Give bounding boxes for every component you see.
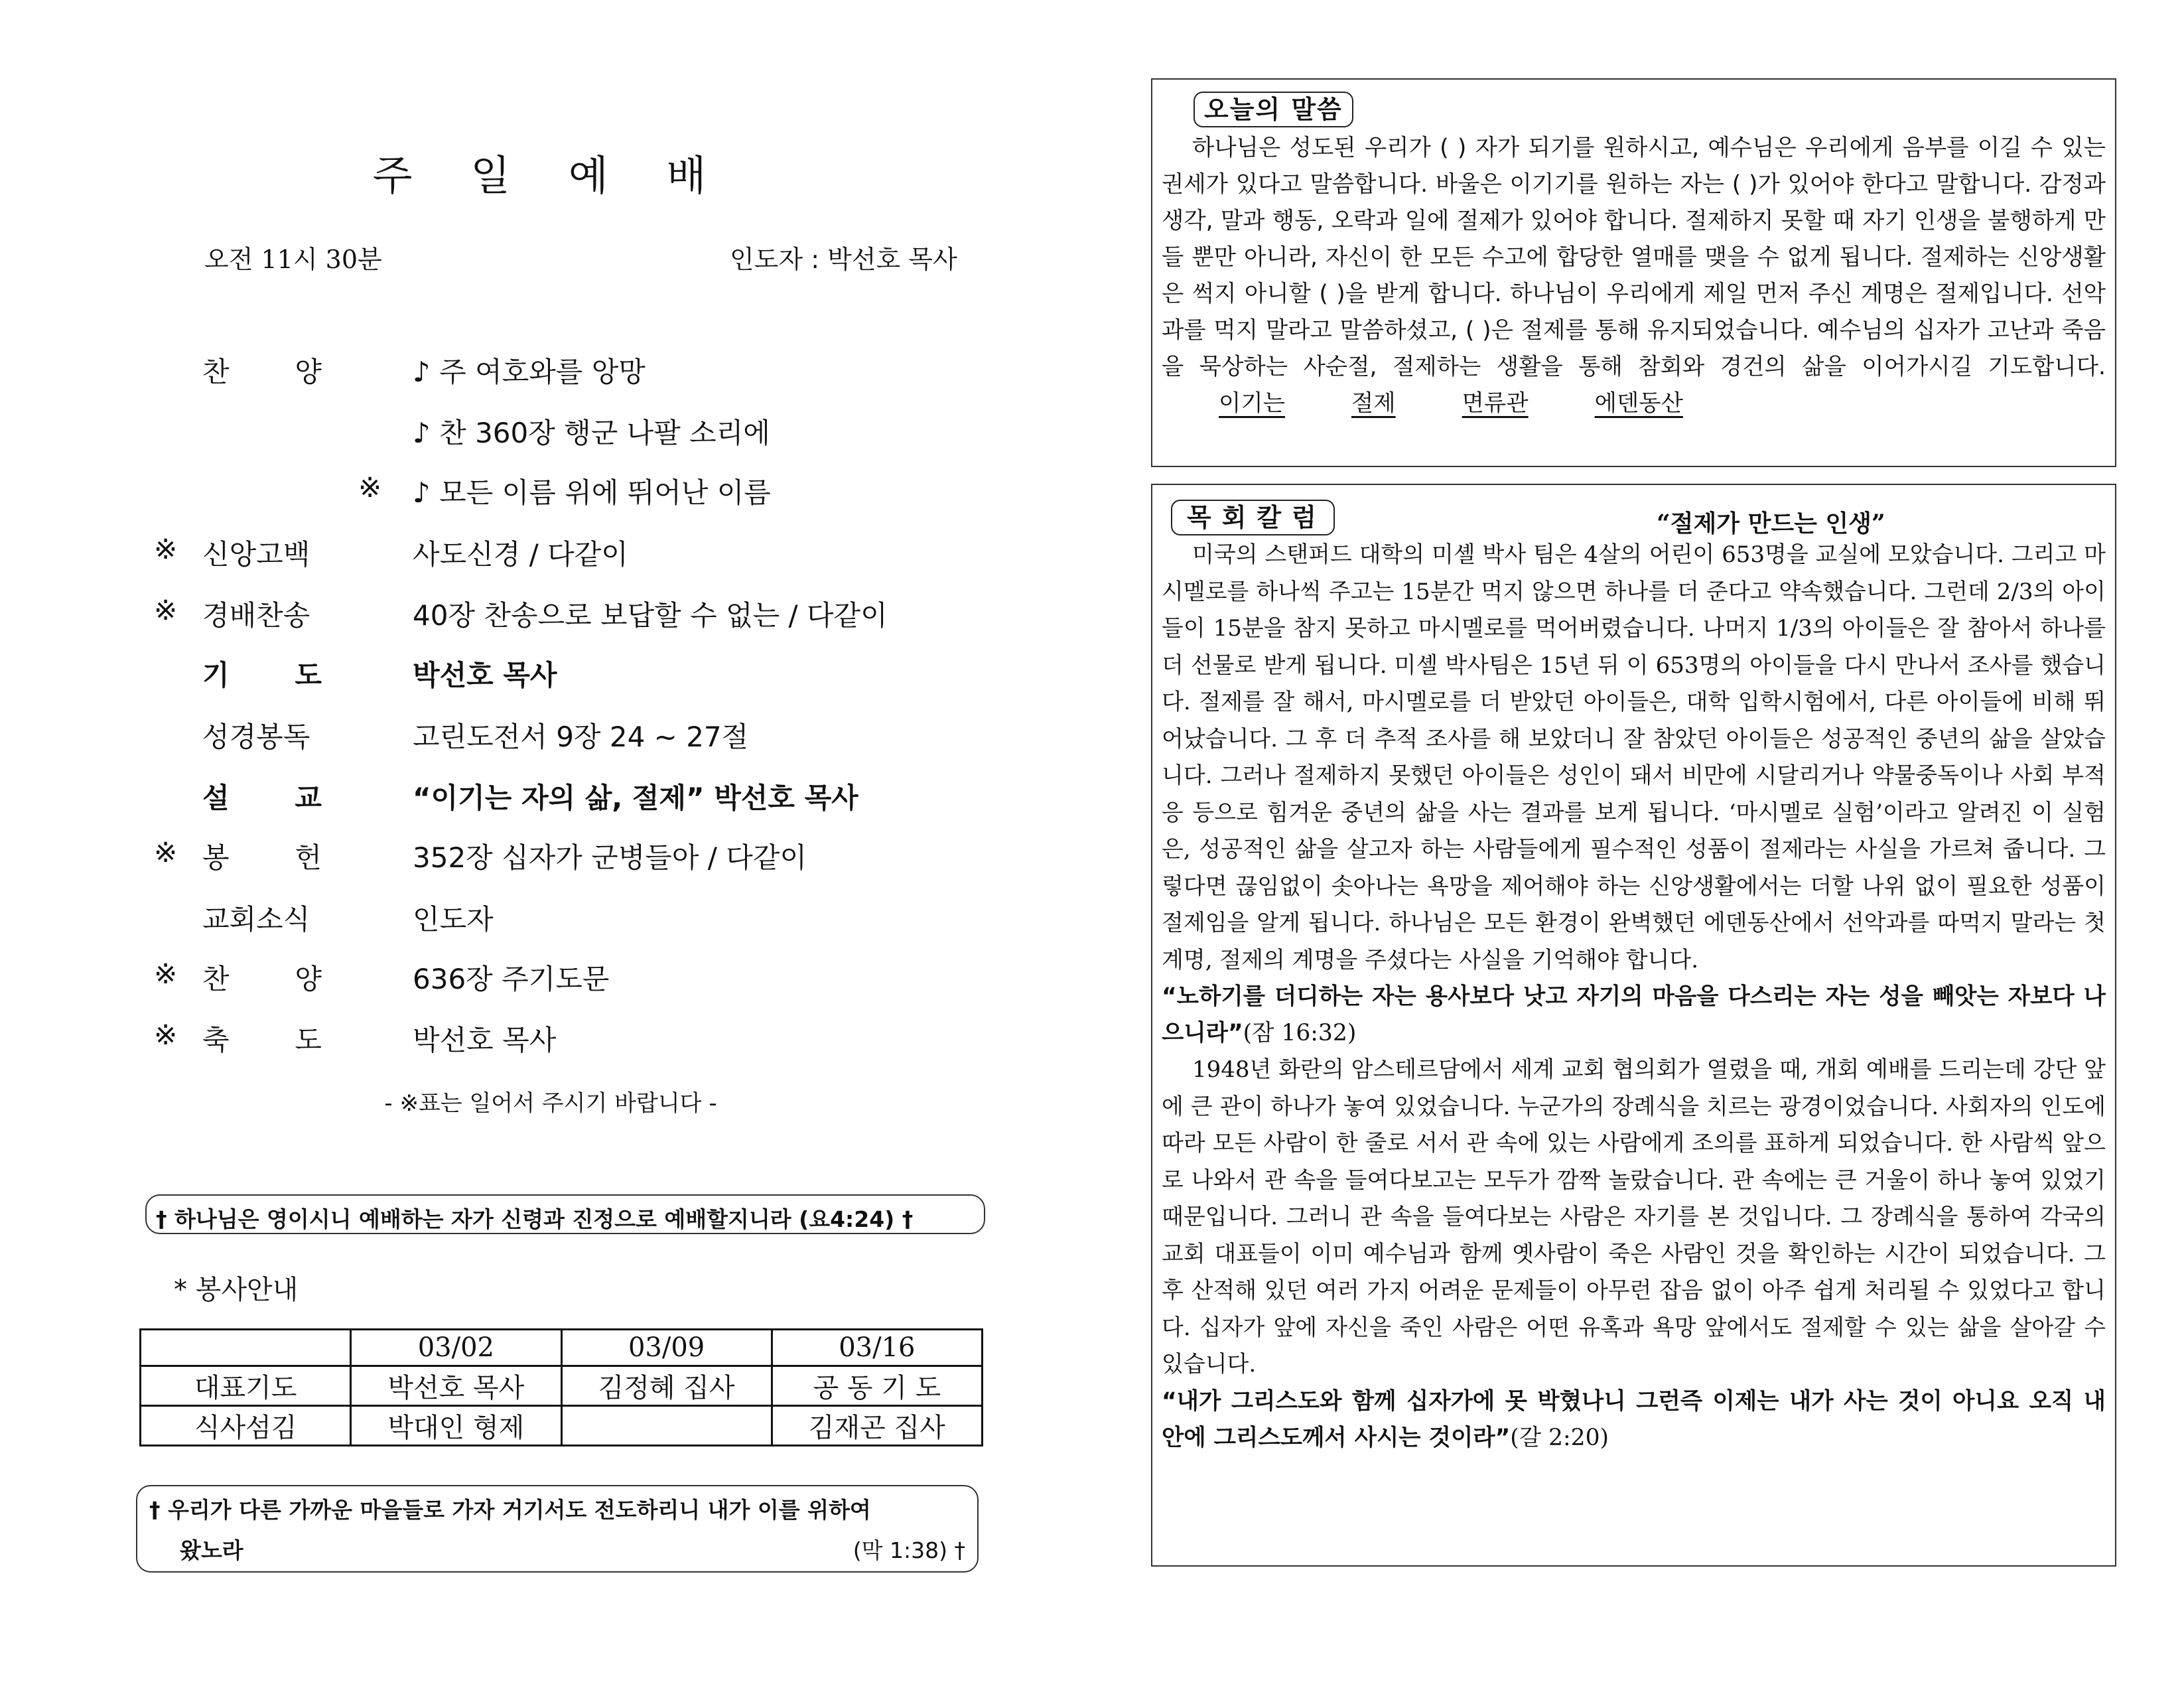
order-content: ♪ 모든 이름 위에 뛰어난 이름 (413, 476, 771, 509)
table-row-label: 식사섬김 (141, 1406, 351, 1446)
order-label: 기 도 (202, 659, 322, 691)
answer-item: 절제 (1351, 390, 1396, 417)
standing-mark-icon: ※ (154, 957, 178, 990)
todays-word-body: 하나님은 성도된 우리가 ( ) 자가 되기를 원하시고, 예수님은 우리에게 음부를 이길 수 있는 권세가 있다고 말씀합니다. 바울은 이기기를 원하는 자는 ( )가 있어야 한다고 말합니다. 감정과 생각, 말과 행동, 오락과 일에 절제가 있어야 합니다. 절제하지 못할 때 자기 인생을 불행하게 만들 뿐만 아니라, 자신이 한 모든 수고에 합당한 열매를 맺을 수 없게 됩니다. 절제하는 신앙생활은 썩지 아니할 ( )을 받게 합니다. 하나님이 우리에게 제일 먼저 주신 계명은 절제입니다. 선악과를 먹지 말라고 말씀하셨고, ( )은 절제를 통해 유지되었습니다. 예수님의 십자가 고난과 죽음을 묵상하는 사순절, 절제하는 생활을 통해 참회와 경건의 삶을 이어가시길 기도합니다. 이기는 절제 면류관 에덴동산 (1162, 130, 2106, 422)
order-row (0, 594, 1061, 634)
order-row (0, 836, 1061, 876)
order-label: 교회소식 (202, 903, 310, 936)
table-cell: 김정혜 집사 (561, 1366, 772, 1406)
service-guide-title: * 봉사안내 (174, 1275, 299, 1305)
order-label: 찬 양 (202, 963, 322, 995)
table-cell: 박선호 목사 (351, 1366, 561, 1406)
order-label: 설 교 (202, 782, 322, 814)
answer-item: 이기는 (1219, 390, 1285, 417)
order-label: 성경봉독 (202, 721, 310, 753)
todays-word-tag: 오늘의 말씀 (1194, 92, 1353, 127)
table-cell: 박대인 형제 (351, 1406, 561, 1446)
order-content: ♪ 주 여호와를 앙망 (413, 356, 646, 388)
table-header-date: 03/02 (351, 1330, 561, 1366)
order-label: 봉 헌 (202, 841, 322, 874)
verse-box-john: † 하나님은 영이시니 예배하는 자가 신령과 진정으로 예배할지니라 (요4:24) † (145, 1194, 985, 1234)
answer-item: 에덴동산 (1594, 390, 1683, 417)
answer-list (1188, 386, 1683, 422)
column-title: “절제가 만드는 인생” (1657, 510, 1885, 537)
order-content: 박선호 목사 (413, 659, 557, 691)
page-title: 주 일 예 배 (372, 151, 729, 200)
table-header-date: 03/16 (772, 1330, 982, 1366)
order-label: 신앙고백 (202, 538, 310, 571)
verse-box-mark (136, 1485, 979, 1573)
standing-mark-icon: ※ (154, 533, 178, 565)
order-row (0, 957, 1061, 997)
order-row (0, 533, 1061, 573)
order-content: 352장 십자가 군병들아 / 다같이 (413, 841, 807, 874)
table-header-date: 03/09 (561, 1330, 772, 1366)
service-time: 오전 11시 30분 (204, 245, 382, 274)
order-content: 고린도전서 9장 24 ~ 27절 (413, 721, 749, 753)
service-leader: 인도자 : 박선호 목사 (730, 245, 957, 274)
table-cell: 공 동 기 도 (772, 1366, 982, 1406)
standing-mark-icon: ※ (154, 836, 178, 869)
todays-word-box (1151, 78, 2116, 467)
order-row (0, 1019, 1061, 1058)
order-content: 40장 찬송으로 보답할 수 없는 / 다같이 (413, 599, 888, 632)
answer-item: 면류관 (1462, 390, 1529, 417)
column-paragraph: 1948년 화란의 암스테르담에서 세계 교회 협의회가 열렸을 때, 개회 예배를 드리는데 강단 앞에 큰 관이 하나가 놓여 있었습니다. 누군가의 장례식을 치르는 광경이었습니다. 사회자의 인도에 따라 모든 사람이 한 줄로 서서 관 속에 있는 사람에게 조의를 표하게 되었습니다. 한 사람씩 앞으로 나와서 관 속을 들여다보고는 모두가 깜짝 놀랐습니다. 관 속에는 큰 거울이 하나 놓여 있었기 때문입니다. 그러니 관 속을 들여다보는 사람은 자기를 본 것입니다. 그 장례식을 통하여 각국의 교회 대표들이 이미 예수님과 함께 옛사람이 죽은 사람인 것을 확인하는 시간이 되었습니다. 그 후 산적해 있던 여러 가지 어려운 문제들이 아무런 잡음 없이 아주 쉽게 처리될 수 있었다고 합니다. 십자가 앞에 자신을 죽인 사람은 어떤 유혹과 욕망 앞에서도 절제할 수 있는 삶을 살아갈 수 있습니다. (1162, 1056, 2106, 1377)
order-content: 636장 주기도문 (413, 963, 610, 995)
column-paragraph: 미국의 스탠퍼드 대학의 미셸 박사 팀은 4살의 어린이 653명을 교실에 모았습니다. 그리고 마시멜로를 하나씩 주고는 15분간 먹지 않으면 하나를 더 준다고 약속했습니다. 그런데 2/3의 아이들이 15분을 참지 못하고 마시멜로를 먹어버렸습니다. 나머지 1/3의 아이들은 잘 참아서 하나를 더 선물로 받게 됩니다. 미셸 박사팀은 15년 뒤 이 653명의 아이들을 다시 만나서 조사를 했습니다. 절제를 잘 해서, 마시멜로를 더 받았던 아이들은, 대학 입학시험에서, 다른 아이들에 비해 뛰어났습니다. 그 후 더 추적 조사를 해 보았더니 잘 참았던 아이들은 성공적인 중년의 삶을 살았습니다. 그러나 절제하지 못했던 아이들은 성인이 돼서 비만에 시달리거나 약물중독이나 사회 부적응 등으로 힘겨운 중년의 삶을 사는 결과를 보게 됩니다. ‘마시멜로 실험’이라고 알려진 이 실험은, 성공적인 삶을 살고자 하는 사람들에게 필수적인 성품이 절제라는 사실을 가르쳐 줍니다. 그렇다면 끊임없이 솟아나는 욕망을 제어해야 하는 신앙생활에서는 더할 나위 없이 필요한 성품이 절제임을 알게 됩니다. 하나님은 모든 환경이 완벽했던 에덴동산에서 선악과를 따먹지 말라는 첫 계명, 절제의 계명을 주셨다는 사실을 기억해야 합니다. (1162, 541, 2106, 973)
order-label: 축 도 (202, 1024, 322, 1056)
standing-note: - ※표는 일어서 주시기 바랍니다 - (384, 1090, 717, 1117)
standing-mark-icon: ※ (154, 594, 178, 626)
verse-line: † 우리가 다른 가까운 마을들로 가자 거기서도 전도하리니 내가 이를 위하여 (149, 1497, 871, 1523)
order-row (0, 776, 1061, 816)
column-quote: “내가 그리스도와 함께 십자가에 못 박혔나니 그런즉 이제는 내가 사는 것이 아니요 오직 내 안에 그리스도께서 사시는 것이라”(갈 2:20) (1162, 1387, 2106, 1451)
table-header-row (141, 1330, 983, 1366)
table-cell (561, 1406, 772, 1446)
service-table (139, 1328, 983, 1446)
order-content: ♪ 찬 360장 행군 나팔 소리에 (413, 417, 770, 449)
table-cell (141, 1330, 351, 1366)
order-row (0, 350, 1061, 390)
order-content: 사도신경 / 다같이 (413, 538, 628, 571)
order-row (0, 715, 1061, 755)
order-row (0, 471, 1061, 511)
pastoral-column-tag: 목회칼럼 (1171, 500, 1335, 535)
verse-line: 왔노라 (180, 1537, 243, 1563)
pastoral-column-box (1151, 484, 2116, 1567)
sermon-title: “이기는 자의 삶, 절제” 박선호 목사 (413, 782, 858, 814)
order-row (0, 654, 1061, 693)
order-row (0, 411, 1061, 451)
verse-reference: (막 1:38) † (853, 1537, 965, 1563)
column-quote: “노하기를 더디하는 자는 용사보다 낫고 자기의 마음을 다스리는 자는 성을 빼앗는 자보다 나으니라”(잠 16:32) (1162, 983, 2106, 1046)
table-cell: 김재곤 집사 (772, 1406, 982, 1446)
order-content: 인도자 (413, 903, 494, 936)
standing-mark-icon: ※ (154, 1019, 178, 1051)
order-row (0, 898, 1061, 938)
table-row (141, 1406, 983, 1446)
table-row (141, 1366, 983, 1406)
order-label: 찬 양 (202, 356, 322, 388)
order-content: 박선호 목사 (413, 1024, 557, 1056)
table-row-label: 대표기도 (141, 1366, 351, 1406)
order-label: 경배찬송 (202, 599, 310, 632)
standing-mark-icon: ※ (358, 471, 382, 504)
